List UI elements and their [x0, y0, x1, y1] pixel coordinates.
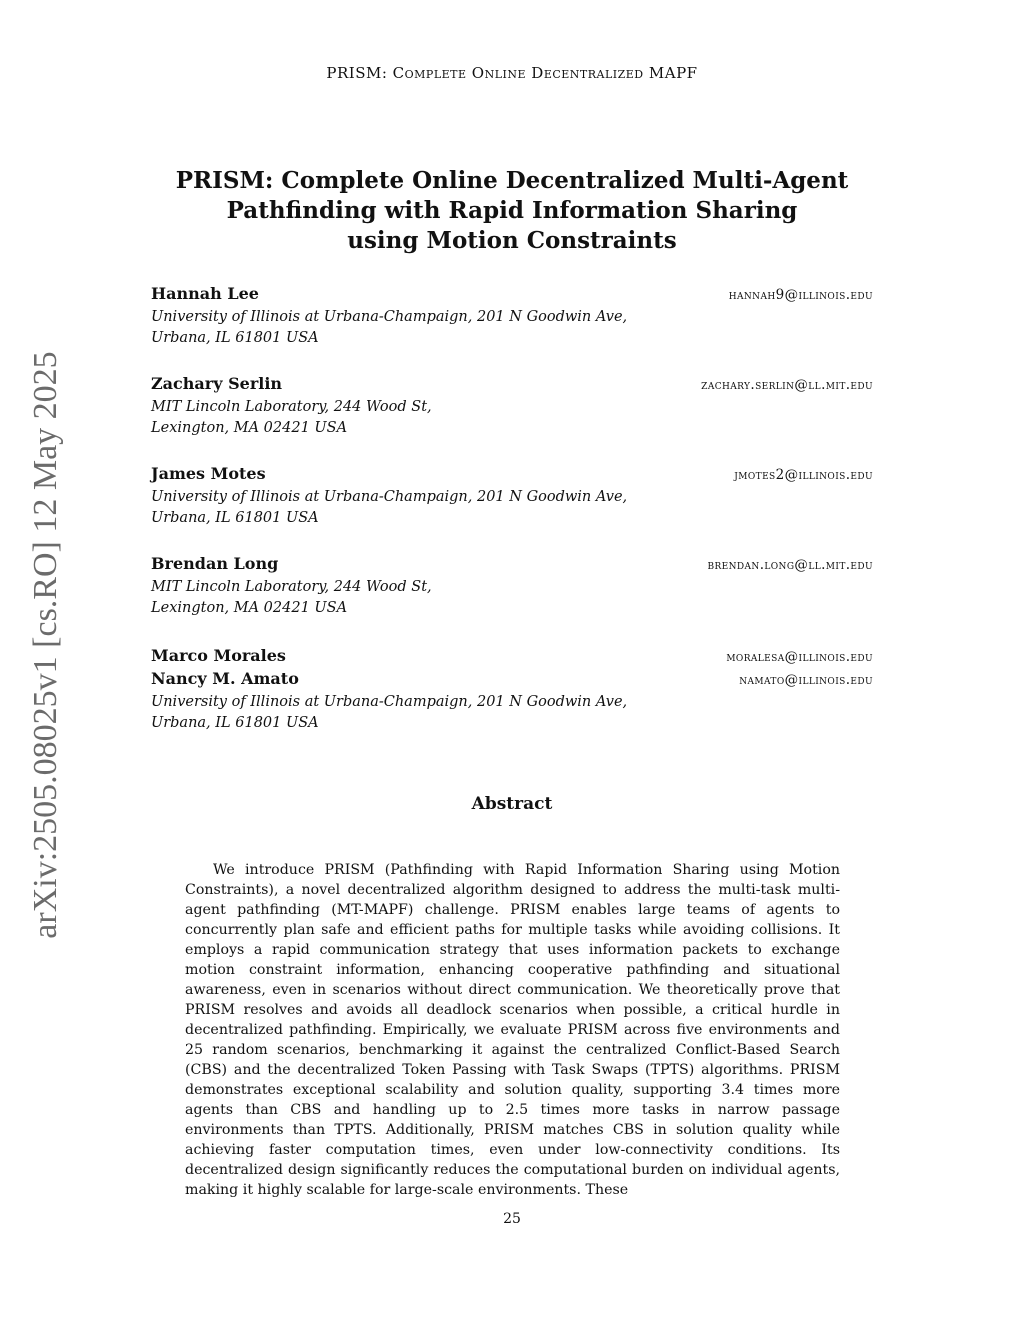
author-line	[151, 374, 873, 397]
author-affiliation: Urbana, IL 61801 USA	[151, 715, 319, 731]
author-affiliation: Lexington, MA 02421 USA	[151, 420, 348, 436]
author-affiliation: University of Illinois at Urbana-Champaign, 201 N Goodwin Ave,	[151, 309, 628, 325]
author-name: Brendan Long	[151, 554, 279, 573]
author-name: Hannah Lee	[151, 284, 259, 303]
author-affiliation: MIT Lincoln Laboratory, 244 Wood St,	[151, 579, 432, 595]
author-name: Zachary Serlin	[151, 374, 283, 393]
author-email[interactable]: zachary.serlin@ll.mit.edu	[701, 377, 873, 393]
author-line	[151, 554, 873, 577]
author-line	[151, 669, 873, 692]
abstract-body: We introduce PRISM (Pathfinding with Rapid Information Sharing using Motion Constraints), a novel decentralized algorithm designed to address the multi-task multi-agent pathfinding (MT-MAPF) challenge. PRISM enables large teams of agents to concurrently plan safe and efficient paths for multiple tasks while avoiding collisions. It employs a rapid communication strategy that uses information packets to exchange motion constraint information, enhancing cooperative pathfinding and situational awareness, even in scenarios without direct communication. We theoretically prove that PRISM resolves and avoids all deadlock scenarios when possible, a critical hurdle in decentralized pathfinding. Empirically, we evaluate PRISM across five environments and 25 random scenarios, benchmarking it against the centralized Conflict-Based Search (CBS) and the decentralized Token Passing with Task Swaps (TPTS) algorithms. PRISM demonstrates exceptional scalability and solution quality, supporting 3.4 times more agents than CBS and handling up to 2.5 times more tasks in narrow passage environments than TPTS. Additionally, PRISM matches CBS in solution quality while achieving faster computation times, even under low-connectivity conditions. Its decentralized design significantly reduces the computational burden on individual agents, making it highly scalable for large-scale environments. These	[185, 862, 840, 1198]
author-block	[151, 554, 873, 619]
author-block	[151, 464, 873, 529]
author-affiliation: University of Illinois at Urbana-Champaign, 201 N Goodwin Ave,	[151, 489, 628, 505]
page-number: 25	[503, 1211, 521, 1227]
title-line: using Motion Constraints	[347, 227, 677, 254]
author-affiliation: Urbana, IL 61801 USA	[151, 330, 319, 346]
author-name: Marco Morales	[151, 646, 286, 665]
author-name: James Motes	[151, 464, 266, 483]
paper-title	[150, 166, 874, 256]
author-line	[151, 646, 873, 669]
author-block	[151, 284, 873, 349]
arxiv-identifier: arXiv:2505.08025v1 [cs.RO] 12 May 2025	[27, 351, 64, 939]
title-line: PRISM: Complete Online Decentralized Multi-Agent	[175, 167, 849, 194]
author-email[interactable]: namato@illinois.edu	[739, 672, 873, 688]
author-email[interactable]: hannah9@illinois.edu	[728, 287, 873, 303]
author-line	[151, 284, 873, 307]
author-affiliation: Urbana, IL 61801 USA	[151, 510, 319, 526]
author-affiliation: MIT Lincoln Laboratory, 244 Wood St,	[151, 399, 432, 415]
author-affiliation: University of Illinois at Urbana-Champaign, 201 N Goodwin Ave,	[151, 694, 628, 710]
abstract-heading: Abstract	[471, 794, 553, 814]
author-email[interactable]: moralesa@illinois.edu	[726, 649, 873, 665]
author-line	[151, 464, 873, 487]
author-block	[151, 646, 873, 734]
running-head: PRISM: Complete Online Decentralized MAPF	[326, 64, 698, 82]
author-block	[151, 374, 873, 439]
author-name: Nancy M. Amato	[151, 669, 299, 688]
title-line: Pathfinding with Rapid Information Sharing	[226, 197, 798, 224]
author-email[interactable]: brendan.long@ll.mit.edu	[707, 557, 873, 573]
author-email[interactable]: jmotes2@illinois.edu	[734, 467, 873, 483]
author-affiliation: Lexington, MA 02421 USA	[151, 600, 348, 616]
